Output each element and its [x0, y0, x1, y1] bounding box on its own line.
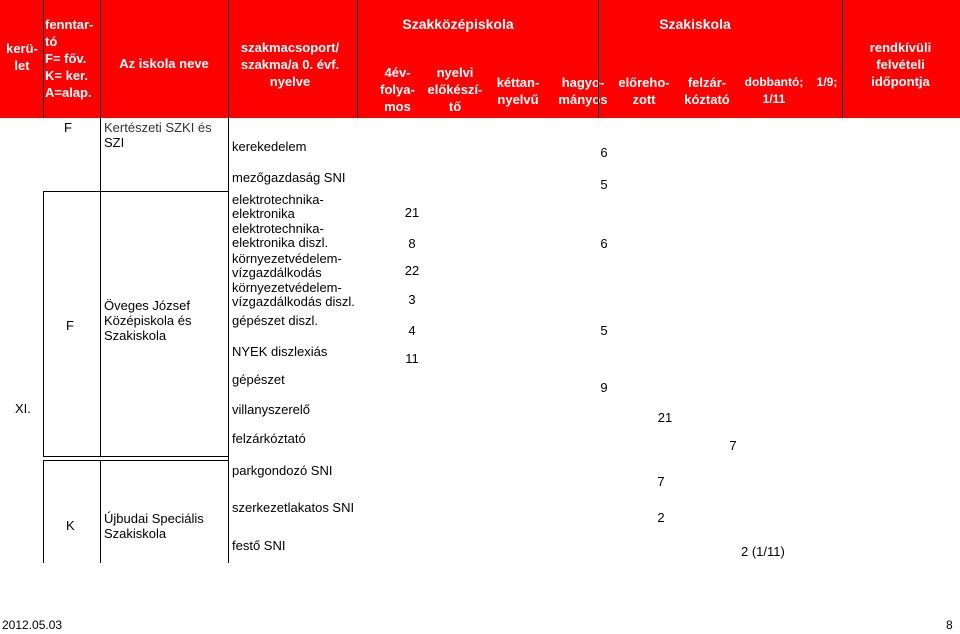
header-felzarkoztato: felzár- kóztató [684, 75, 730, 107]
value-gepeszet-diszl-hagyomanyos: 5 [600, 323, 608, 338]
school-f-name: Öveges József Középiskola és Szakiskola [104, 298, 192, 343]
value-elektro-2-hagyomanyos: 6 [600, 236, 608, 251]
value-nyek-4ev: 11 [405, 351, 419, 366]
header-dobbanto-extra: 1/9; [816, 75, 838, 89]
value-felzarkoztato-felzarkoztato: 7 [729, 438, 737, 453]
value-villanyszerelo-elorehozott: 21 [657, 410, 673, 425]
footer-date: 2012.05.03 [2, 618, 63, 632]
value-elektro-1-4ev: 21 [404, 205, 420, 220]
school-k-owner: K [66, 518, 75, 533]
row-gepeszet: gépészet [232, 372, 285, 387]
value-kornyezet-2-4ev: 3 [408, 292, 416, 307]
partial-fenntarto: F [64, 120, 72, 135]
header-szakiskola: Szakiskola [659, 16, 731, 32]
footer-page-number: 8 [946, 618, 953, 632]
header-szakkozepiskola: Szakközépiskola [402, 16, 514, 32]
header-kettannyelvu: kéttan- nyelvű [496, 75, 540, 107]
school-f-owner: F [66, 318, 74, 333]
school-k-name: Újbudai Speciális Szakiskola [104, 511, 204, 541]
row-nyek: NYEK diszlexiás [232, 344, 328, 359]
header-elorehozott: előreho- zott [618, 75, 670, 107]
value-gepeszet-hagyomanyos: 9 [600, 380, 608, 395]
header-szakmacsoport: szakmacsoport/ szakma/a 0. évf. nyelve [240, 40, 340, 89]
row-szerkezetlakatos: szerkezetlakatos SNI [232, 500, 355, 515]
header-iskola-neve: Az iskola neve [119, 56, 209, 71]
value-kornyezet-1-4ev: 22 [404, 263, 420, 278]
header-rendkivuli: rendkívüli felvételi időpontja [869, 40, 932, 89]
header-nyelvi-elokeszito: nyelvi előkészí- tő [427, 65, 483, 114]
header-fenntarto: fenntar- tó F= főv. K= ker. A=alap. [45, 17, 94, 100]
value-gepeszet-diszl-4ev: 4 [408, 323, 416, 338]
partial-school-name: Kertészeti SZKI és [104, 120, 212, 135]
header-kerulet: kerü- let [6, 41, 38, 73]
row-festo: festő SNI [232, 538, 286, 553]
value-kerekedelem-hagyomanyos: 6 [600, 145, 608, 160]
row-kornyezet-2: környezetvédelem- vízgazdálkodás diszl. [232, 280, 355, 309]
row-felzarkoztato: felzárkóztató [232, 431, 306, 446]
row-kornyezet-1: környezetvédelem- vízgazdálkodás [232, 251, 342, 280]
header-dobbanto: dobbantó; 1/11 [744, 75, 804, 106]
row-gepeszet-diszl: gépészet diszl. [232, 313, 318, 328]
partial-school-name-2: SZI [104, 135, 125, 150]
value-mezogazdasag-hagyomanyos: 5 [600, 177, 608, 192]
value-parkgondozo-elorehozott: 7 [657, 474, 665, 489]
value-szerkezetlakatos-elorehozott: 2 [657, 510, 665, 525]
row-mezogazdasag: mezőgazdaság SNI [232, 170, 346, 185]
header-4evfolyamos: 4év- folya- mos [380, 65, 415, 114]
row-villanyszerelo: villanyszerelő [232, 402, 311, 417]
value-elektro-2-4ev: 8 [408, 236, 416, 251]
row-elektro-2: elektrotechnika- elektronika diszl. [232, 221, 329, 250]
row-parkgondozo: parkgondozó SNI [232, 463, 333, 478]
row-elektro-1: elektrotechnika- elektronika [232, 192, 324, 221]
district-label: XI. [15, 401, 31, 416]
row-kerekedelem: kerekedelem [232, 139, 307, 154]
value-festo-dobbanto: 2 (1/11) [741, 544, 785, 559]
header-hagyomanyos: hagyo- mányos [558, 75, 608, 107]
